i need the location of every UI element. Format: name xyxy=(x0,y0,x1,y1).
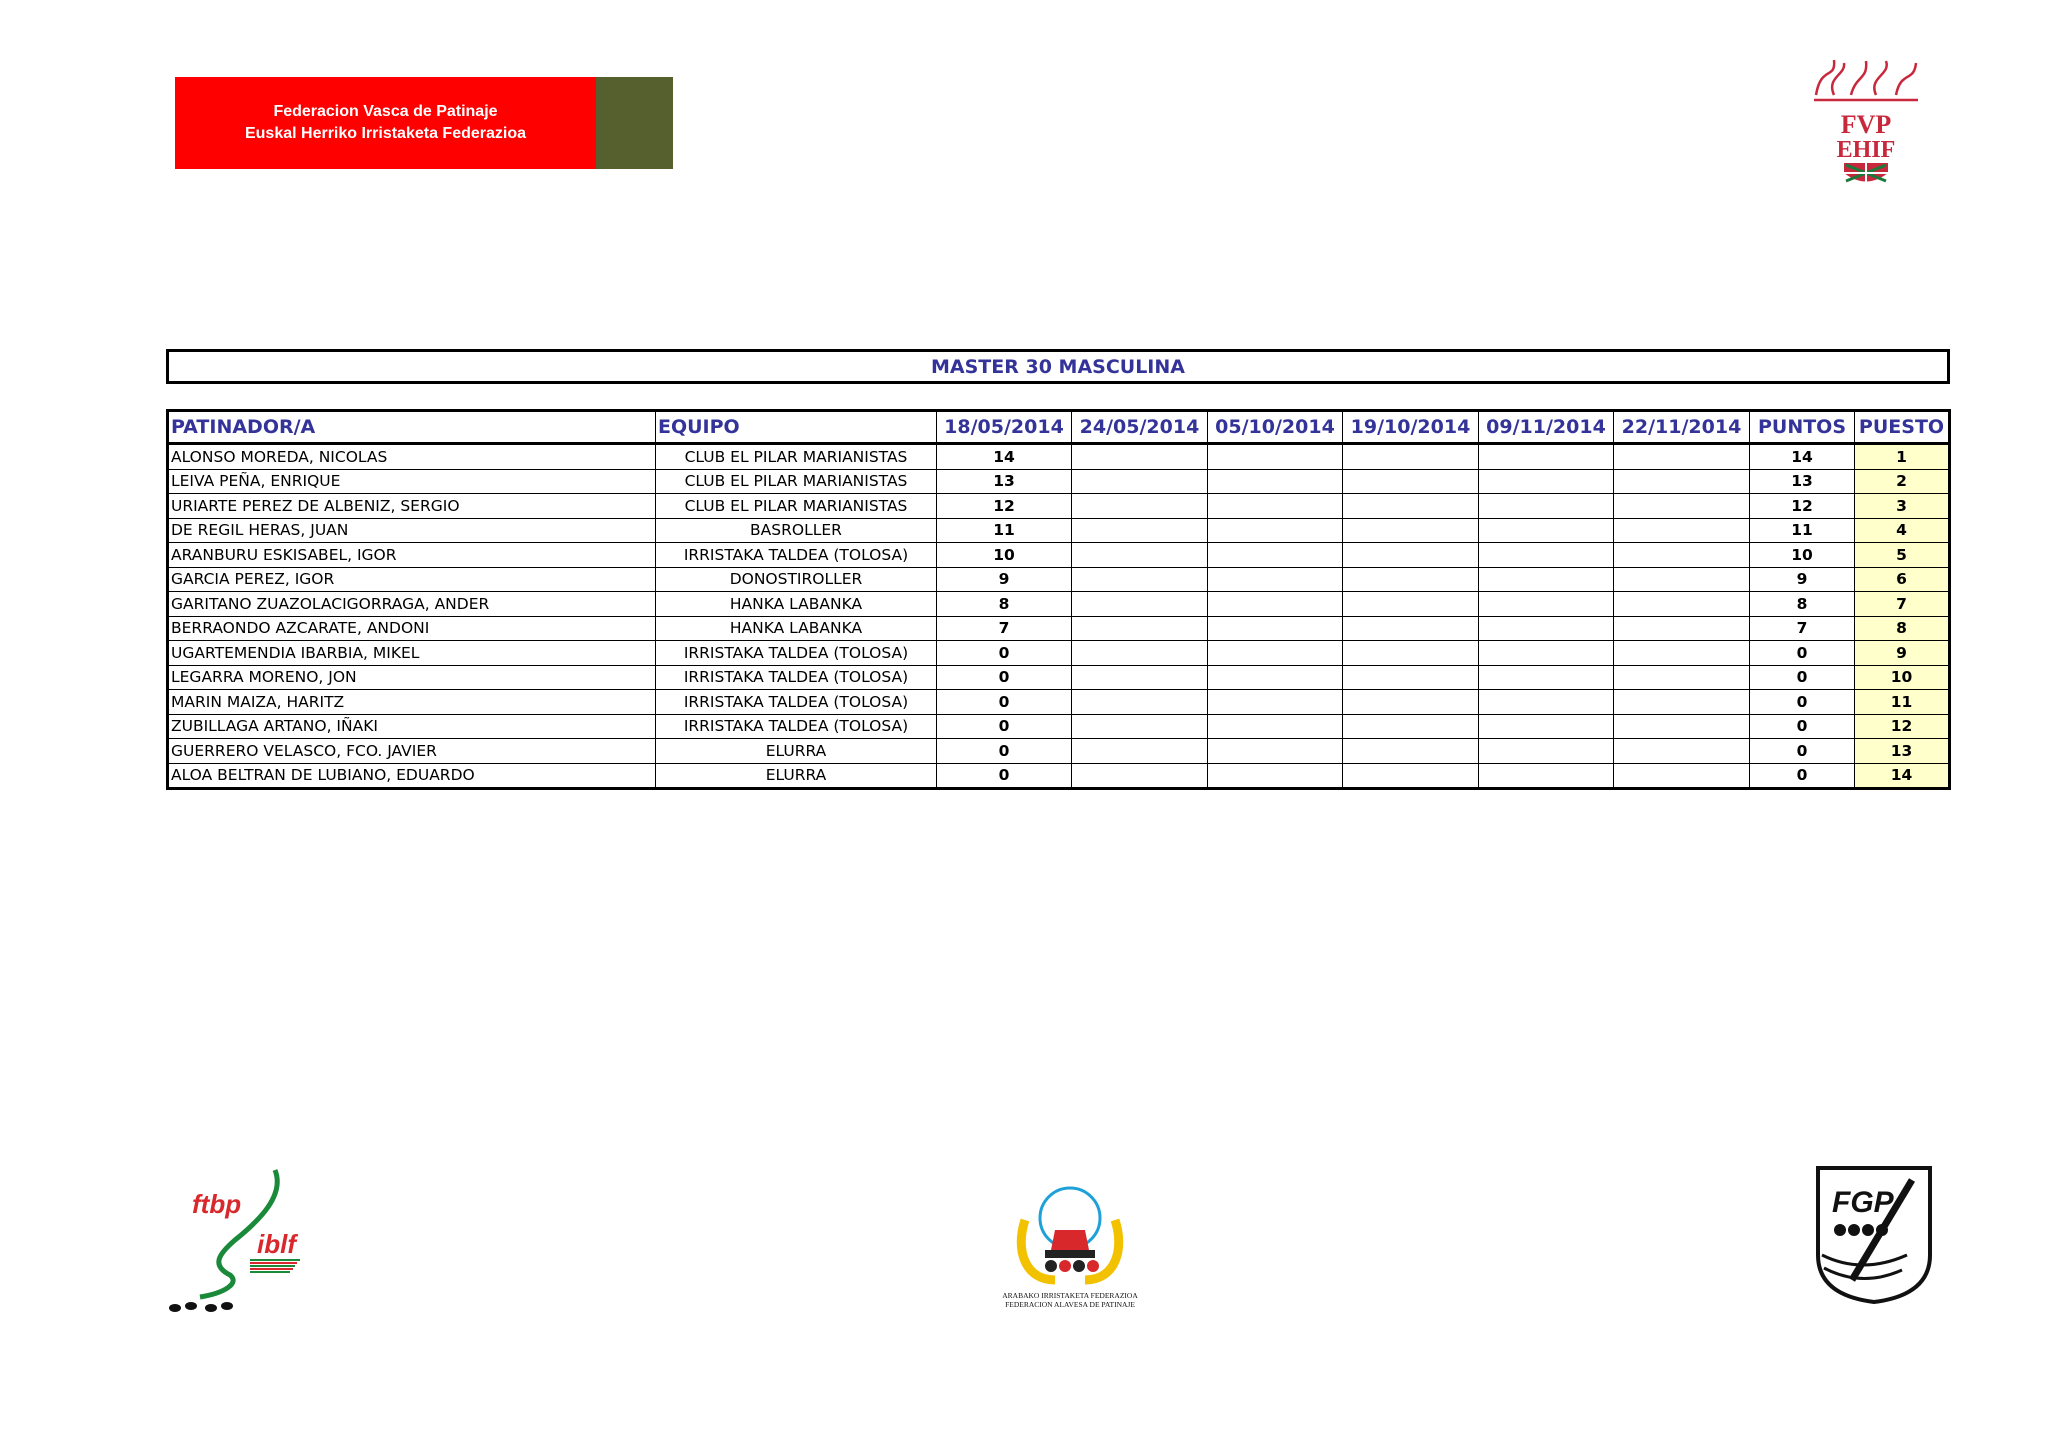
skater-name-cell: MARIN MAIZA, HARITZ xyxy=(168,690,656,715)
table-header-row xyxy=(168,411,1950,444)
category-title xyxy=(166,349,1950,384)
skater-name-cell: LEGARRA MORENO, JON xyxy=(168,665,656,690)
ball-dots-icon xyxy=(169,1302,233,1312)
team-cell: IRRISTAKA TALDEA (TOLOSA) xyxy=(656,690,937,715)
race-score-cell xyxy=(1208,444,1343,470)
team-cell: HANKA LABANKA xyxy=(656,592,937,617)
race-score-cell xyxy=(1479,592,1614,617)
skater-name-cell: URIARTE PEREZ DE ALBENIZ, SERGIO xyxy=(168,494,656,519)
federation-name-spanish: Federacion Vasca de Patinaje xyxy=(273,103,498,120)
race-score-cell xyxy=(1072,714,1208,739)
team-cell: HANKA LABANKA xyxy=(656,616,937,641)
race-score-cell: 13 xyxy=(937,469,1072,494)
team-cell: IRRISTAKA TALDEA (TOLOSA) xyxy=(656,665,937,690)
race-score-cell xyxy=(1072,665,1208,690)
table-row xyxy=(168,763,1950,789)
race-score-cell xyxy=(1479,690,1614,715)
table-row xyxy=(168,592,1950,617)
points-cell: 0 xyxy=(1750,763,1855,789)
race-score-cell xyxy=(1208,690,1343,715)
race-score-cell xyxy=(1614,616,1750,641)
points-cell: 0 xyxy=(1750,714,1855,739)
race-score-cell xyxy=(1614,444,1750,470)
race-score-cell xyxy=(1072,518,1208,543)
race-score-cell xyxy=(1614,690,1750,715)
race-score-cell xyxy=(1343,543,1479,568)
points-cell: 9 xyxy=(1750,567,1855,592)
skater-name-cell: UGARTEMENDIA IBARBIA, MIKEL xyxy=(168,641,656,666)
race-score-cell xyxy=(1343,690,1479,715)
race-score-cell: 0 xyxy=(937,763,1072,789)
ikurrina-icon xyxy=(1844,163,1888,185)
race-score-cell: 0 xyxy=(937,739,1072,764)
skater-name-cell: GUERRERO VELASCO, FCO. JAVIER xyxy=(168,739,656,764)
race-score-cell xyxy=(1479,665,1614,690)
race-score-cell xyxy=(1343,518,1479,543)
race-score-cell xyxy=(1614,763,1750,789)
race-score-cell xyxy=(1072,690,1208,715)
table-row xyxy=(168,567,1950,592)
fap-name-basque: ARABAKO IRRISTAKETA FEDERAZIOA xyxy=(1002,1291,1138,1300)
race-score-cell xyxy=(1343,567,1479,592)
race-score-cell xyxy=(1208,543,1343,568)
table-row xyxy=(168,444,1950,470)
race-score-cell: 12 xyxy=(937,494,1072,519)
team-cell: CLUB EL PILAR MARIANISTAS xyxy=(656,469,937,494)
race-score-cell xyxy=(1343,444,1479,470)
team-cell: ELURRA xyxy=(656,739,937,764)
race-score-cell xyxy=(1343,494,1479,519)
points-cell: 0 xyxy=(1750,690,1855,715)
race-score-cell xyxy=(1072,592,1208,617)
federation-name-basque: Euskal Herriko Irristaketa Federazioa xyxy=(244,125,527,142)
team-cell: IRRISTAKA TALDEA (TOLOSA) xyxy=(656,543,937,568)
position-cell: 10 xyxy=(1855,665,1950,690)
position-cell: 3 xyxy=(1855,494,1950,519)
table-row xyxy=(168,739,1950,764)
fvp-ehif-logo xyxy=(1806,55,1926,190)
race-score-cell xyxy=(1072,469,1208,494)
race-score-cell xyxy=(1208,567,1343,592)
column-header-date: 19/10/2014 xyxy=(1343,411,1479,444)
race-score-cell: 9 xyxy=(937,567,1072,592)
standings-rows xyxy=(168,444,1950,789)
race-score-cell xyxy=(1479,763,1614,789)
column-header-date: 24/05/2014 xyxy=(1072,411,1208,444)
race-score-cell xyxy=(1479,469,1614,494)
skater-name-cell: DE REGIL HERAS, JUAN xyxy=(168,518,656,543)
race-score-cell xyxy=(1343,714,1479,739)
points-cell: 0 xyxy=(1750,665,1855,690)
table-row xyxy=(168,494,1950,519)
team-cell: DONOSTIROLLER xyxy=(656,567,937,592)
race-score-cell xyxy=(1479,494,1614,519)
race-score-cell xyxy=(1208,665,1343,690)
table-row xyxy=(168,616,1950,641)
skater-name-cell: LEIVA PEÑA, ENRIQUE xyxy=(168,469,656,494)
fgp-logo-text: FGP xyxy=(1832,1186,1894,1219)
banner-accent xyxy=(596,77,673,169)
race-score-cell xyxy=(1072,567,1208,592)
race-score-cell xyxy=(1614,665,1750,690)
position-cell: 12 xyxy=(1855,714,1950,739)
points-cell: 10 xyxy=(1750,543,1855,568)
fgp-logo xyxy=(1812,1160,1937,1305)
points-cell: 11 xyxy=(1750,518,1855,543)
points-cell: 13 xyxy=(1750,469,1855,494)
race-score-cell xyxy=(1343,665,1479,690)
table-row xyxy=(168,543,1950,568)
race-score-cell xyxy=(1479,518,1614,543)
column-header-date: 18/05/2014 xyxy=(937,411,1072,444)
skater-name-cell: ALONSO MOREDA, NICOLAS xyxy=(168,444,656,470)
race-score-cell xyxy=(1208,714,1343,739)
race-score-cell xyxy=(1614,567,1750,592)
race-score-cell xyxy=(1614,641,1750,666)
ftbp-logo-text: ftbp xyxy=(192,1189,242,1219)
race-score-cell xyxy=(1072,543,1208,568)
race-score-cell: 14 xyxy=(937,444,1072,470)
skater-name-cell: ALOA BELTRAN DE LUBIANO, EDUARDO xyxy=(168,763,656,789)
points-cell: 0 xyxy=(1750,739,1855,764)
race-score-cell xyxy=(1072,763,1208,789)
race-score-cell xyxy=(1208,641,1343,666)
column-header-team: EQUIPO xyxy=(656,411,937,444)
race-score-cell xyxy=(1343,592,1479,617)
team-cell: CLUB EL PILAR MARIANISTAS xyxy=(656,444,937,470)
team-cell: BASROLLER xyxy=(656,518,937,543)
team-cell: IRRISTAKA TALDEA (TOLOSA) xyxy=(656,714,937,739)
position-cell: 8 xyxy=(1855,616,1950,641)
skater-name-cell: ZUBILLAGA ARTANO, IÑAKI xyxy=(168,714,656,739)
position-cell: 2 xyxy=(1855,469,1950,494)
position-cell: 5 xyxy=(1855,543,1950,568)
race-score-cell xyxy=(1479,714,1614,739)
race-score-cell xyxy=(1208,469,1343,494)
position-cell: 1 xyxy=(1855,444,1950,470)
position-cell: 9 xyxy=(1855,641,1950,666)
table-row xyxy=(168,469,1950,494)
race-score-cell xyxy=(1072,444,1208,470)
federation-banner xyxy=(175,77,673,169)
points-cell: 8 xyxy=(1750,592,1855,617)
ftbp-iblf-logo xyxy=(165,1165,315,1315)
race-score-cell: 8 xyxy=(937,592,1072,617)
table-row xyxy=(168,690,1950,715)
points-cell: 12 xyxy=(1750,494,1855,519)
column-header-date: 05/10/2014 xyxy=(1208,411,1343,444)
column-header-date: 22/11/2014 xyxy=(1614,411,1750,444)
race-score-cell xyxy=(1614,714,1750,739)
race-score-cell xyxy=(1614,469,1750,494)
roller-skate-icon xyxy=(1045,1230,1099,1272)
iblf-logo-text: iblf xyxy=(257,1229,296,1259)
race-score-cell xyxy=(1208,739,1343,764)
table-row xyxy=(168,714,1950,739)
race-score-cell xyxy=(1072,616,1208,641)
points-cell: 7 xyxy=(1750,616,1855,641)
fap-logo xyxy=(985,1180,1155,1315)
race-score-cell xyxy=(1208,592,1343,617)
column-header-skater: PATINADOR/A xyxy=(168,411,656,444)
race-score-cell: 11 xyxy=(937,518,1072,543)
race-score-cell xyxy=(1614,592,1750,617)
race-score-cell xyxy=(1343,641,1479,666)
column-header-points: PUNTOS xyxy=(1750,411,1855,444)
team-cell: IRRISTAKA TALDEA (TOLOSA) xyxy=(656,641,937,666)
position-cell: 6 xyxy=(1855,567,1950,592)
table-row xyxy=(168,665,1950,690)
position-cell: 4 xyxy=(1855,518,1950,543)
race-score-cell xyxy=(1479,444,1614,470)
race-score-cell: 0 xyxy=(937,690,1072,715)
race-score-cell xyxy=(1343,616,1479,641)
ehif-logo-text: EHIF xyxy=(1836,137,1896,163)
position-cell: 14 xyxy=(1855,763,1950,789)
position-cell: 11 xyxy=(1855,690,1950,715)
race-score-cell xyxy=(1479,641,1614,666)
team-cell: ELURRA xyxy=(656,763,937,789)
race-score-cell xyxy=(1343,739,1479,764)
race-score-cell xyxy=(1208,494,1343,519)
skater-name-cell: ARANBURU ESKISABEL, IGOR xyxy=(168,543,656,568)
race-score-cell xyxy=(1208,518,1343,543)
race-score-cell xyxy=(1343,469,1479,494)
skater-name-cell: BERRAONDO AZCARATE, ANDONI xyxy=(168,616,656,641)
race-score-cell xyxy=(1614,494,1750,519)
race-score-cell xyxy=(1208,763,1343,789)
table-row xyxy=(168,641,1950,666)
race-score-cell xyxy=(1072,494,1208,519)
race-score-cell xyxy=(1479,543,1614,568)
points-cell: 14 xyxy=(1750,444,1855,470)
federation-name-block xyxy=(175,77,596,169)
column-header-date: 09/11/2014 xyxy=(1479,411,1614,444)
column-header-position: PUESTO xyxy=(1855,411,1950,444)
race-score-cell xyxy=(1479,616,1614,641)
race-score-cell xyxy=(1614,543,1750,568)
fvp-logo-text: FVP xyxy=(1840,110,1892,139)
race-score-cell xyxy=(1072,641,1208,666)
points-cell: 0 xyxy=(1750,641,1855,666)
race-score-cell: 10 xyxy=(937,543,1072,568)
race-score-cell xyxy=(1479,739,1614,764)
race-score-cell: 0 xyxy=(937,714,1072,739)
race-score-cell xyxy=(1479,567,1614,592)
position-cell: 13 xyxy=(1855,739,1950,764)
race-score-cell xyxy=(1614,739,1750,764)
skater-name-cell: GARITANO ZUAZOLACIGORRAGA, ANDER xyxy=(168,592,656,617)
race-score-cell xyxy=(1614,518,1750,543)
race-score-cell: 0 xyxy=(937,641,1072,666)
race-score-cell: 0 xyxy=(937,665,1072,690)
race-score-cell xyxy=(1072,739,1208,764)
race-score-cell xyxy=(1208,616,1343,641)
skater-name-cell: GARCIA PEREZ, IGOR xyxy=(168,567,656,592)
race-score-cell: 7 xyxy=(937,616,1072,641)
category-title-text: MASTER 30 MASCULINA xyxy=(931,355,1185,378)
fap-name-spanish: FEDERACION ALAVESA DE PATINAJE xyxy=(1005,1300,1135,1309)
team-cell: CLUB EL PILAR MARIANISTAS xyxy=(656,494,937,519)
race-score-cell xyxy=(1343,763,1479,789)
table-row xyxy=(168,518,1950,543)
standings-table xyxy=(166,409,1951,790)
position-cell: 7 xyxy=(1855,592,1950,617)
